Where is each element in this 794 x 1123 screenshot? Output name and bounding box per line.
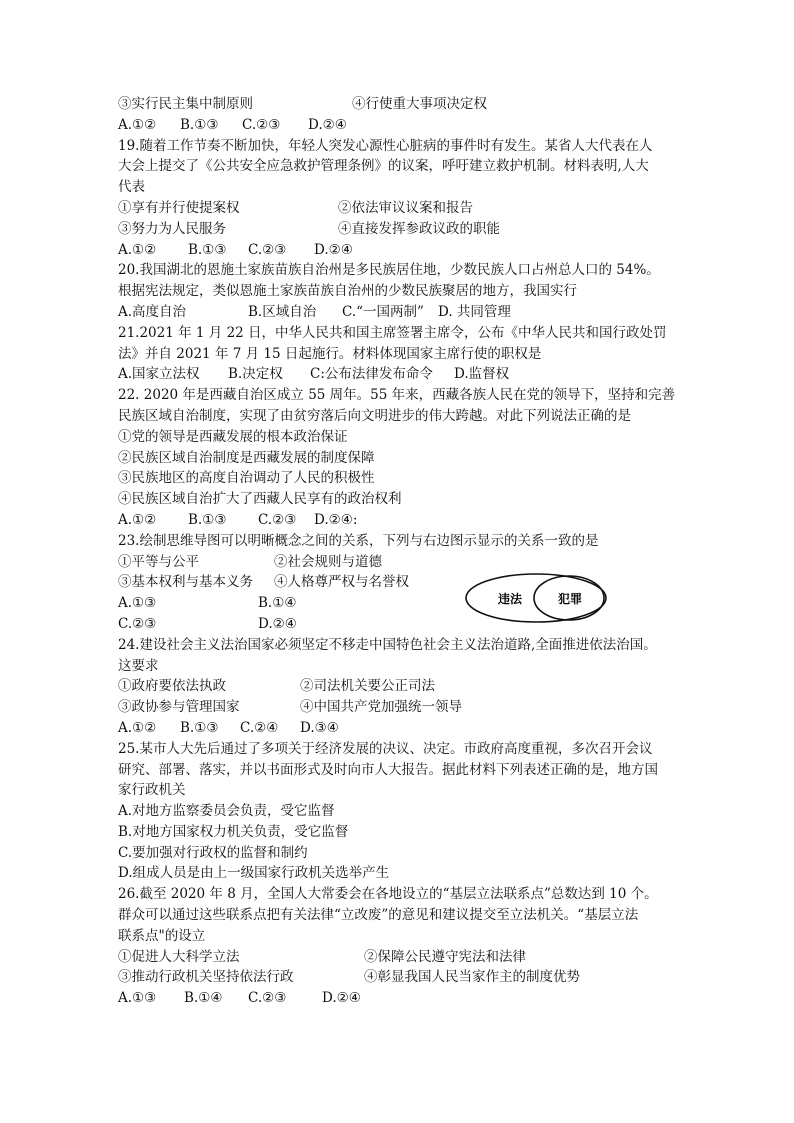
- question-stem: 群众可以通过这些联系点把有关法律“立改废”的意见和建议提交至立法机关。“基层立法: [118, 907, 639, 924]
- options-row: [118, 552, 688, 573]
- question-stem: 这要求: [118, 657, 159, 674]
- outer-label: 违法: [497, 592, 523, 606]
- answer-row: [118, 510, 688, 531]
- answer-a: A.国家立法权: [118, 366, 200, 383]
- outer-ellipse: [466, 574, 606, 622]
- question-stem: 代表: [118, 179, 145, 196]
- answer-d: D.②④: [258, 615, 297, 632]
- question-stem: 研究、部署、落实，并以书面形式及时向市人大报告。据此材料下列表述正确的是，地方国: [118, 761, 658, 778]
- option-1: ①享有并行使提案权: [118, 199, 240, 216]
- option-2: ②司法机关要公正司法: [300, 678, 435, 695]
- answer-a: A.①③: [118, 990, 157, 1007]
- answer-b: B.①④: [258, 595, 297, 612]
- options-row: [118, 676, 688, 697]
- option-3: ③政协参与管理国家: [118, 699, 240, 716]
- option-4: ④中国共产党加强统一领导: [300, 699, 462, 716]
- answer-c: C.②④: [240, 719, 279, 736]
- venn-diagram: [464, 572, 608, 624]
- answer-a: A.①②: [118, 511, 157, 528]
- answer-row: [118, 302, 688, 323]
- question-stem: 根据宪法规定，类似恩施土家族苗族自治州的少数民族聚居的地方，我国实行: [118, 283, 577, 300]
- answer-b: B.决定权: [228, 366, 283, 383]
- option-2: ②保障公民遵守宪法和法律: [364, 948, 526, 965]
- option-4: ④人格尊严权与名誉权: [274, 574, 409, 591]
- question-stem: 21.2021 年 1 月 22 日，中华人民共和国主席签署主席令，公布《中华人民共和国行政处罚: [118, 324, 667, 341]
- options-row: [118, 198, 688, 219]
- option-3: ③实行民主集中制原则: [118, 96, 253, 112]
- answer-row: [118, 240, 688, 261]
- answer-row: [118, 988, 688, 1009]
- answer-c: C.“一国两制”: [342, 303, 424, 320]
- question-stem: 26.截至 2020 年 8 月，全国人大常委会在各地设立的“基层立法联系点”总数达到 10 个。: [118, 886, 658, 903]
- answer-c: C.②③: [242, 116, 281, 133]
- choice-c: C.要加强对行政权的监督和制约: [118, 844, 308, 861]
- option-1: ①政府要依法执政: [118, 678, 226, 695]
- question-stem: 24.建设社会主义法治国家必须坚定不移走中国特色社会主义法治道路,全面推进依法治国。: [118, 636, 657, 653]
- question-stem: 民族区域自治制度，实现了由贫穷落后向文明进步的伟大跨越。对此下列说法正确的是: [118, 407, 631, 424]
- option-3: ③基本权利与基本义务: [118, 574, 253, 591]
- exam-page: [118, 94, 688, 1009]
- question-stem: 大会上提交了《公共安全应急救护管理条例》的议案，呼吁建立救护机制。材料表明,人大: [118, 158, 649, 175]
- options-row: [118, 947, 688, 968]
- answer-b: B.①③: [180, 719, 219, 736]
- options-row: [118, 219, 688, 240]
- answer-b: B.①③: [188, 511, 227, 528]
- answer-c: C.②③: [248, 241, 287, 258]
- question-stem: 22. 2020 年是西藏自治区成立 55 周年。55 年来，西藏各族人民在党的领导下，坚持和完善: [118, 387, 676, 404]
- question-stem: 20.我国湖北的恩施土家族苗族自治州是多民族居住地，少数民族人口占州总人口的 54%。: [118, 262, 660, 279]
- answer-d: D.③④: [300, 719, 339, 736]
- options-row: [118, 697, 688, 718]
- option-4: ④彰显我国人民当家作主的制度优势: [364, 969, 580, 986]
- answer-b: B.区域自治: [248, 303, 317, 320]
- answer-a: A.①②: [118, 116, 157, 133]
- answer-row: [118, 718, 688, 739]
- option-2: ②社会规则与道德: [274, 553, 382, 570]
- options-row: [118, 967, 688, 988]
- answer-a: A.①②: [118, 241, 157, 258]
- answer-b: B.①③: [188, 241, 227, 258]
- question-stem: 联系点"的设立: [118, 927, 206, 944]
- option-2: ②依法审议议案和报告: [338, 199, 473, 216]
- question-stem: 19.随着工作节奏不断加快，年轻人突发心源性心脏病的事件时有发生。某省人大代表在人: [118, 137, 653, 154]
- option-2: ②民族区域自治制度是西藏发展的制度保障: [118, 449, 375, 466]
- answer-d: D.②④: [314, 241, 353, 258]
- option-4: ④行使重大事项决定权: [352, 96, 487, 112]
- question-stem: 家行政机关: [118, 782, 186, 799]
- inner-label: 犯罪: [557, 592, 583, 606]
- answer-a: A.①②: [118, 719, 157, 736]
- answer-b: B.①④: [184, 990, 223, 1007]
- question-stem: 23.绘制思维导图可以明晰概念之间的关系，下列与右边图示显示的关系一致的是: [118, 532, 599, 549]
- options-row: [118, 94, 688, 115]
- option-3: ③民族地区的高度自治调动了人民的积极性: [118, 470, 375, 487]
- answer-c: C.②③: [258, 511, 297, 528]
- option-1: ①党的领导是西藏发展的根本政治保证: [118, 428, 348, 445]
- question-stem: 25.某市人大先后通过了多项关于经济发展的决议、决定。市政府高度重视，多次召开会议: [118, 740, 653, 757]
- answer-d: D.②④:: [314, 511, 358, 528]
- answer-d: D.②④: [308, 116, 347, 133]
- option-1: ①促进人大科学立法: [118, 948, 240, 965]
- answer-c: C:公布法律发布命令: [310, 366, 433, 383]
- answer-a: A.高度自治: [118, 303, 187, 320]
- option-3: ③推动行政机关坚持依法行政: [118, 969, 294, 986]
- answer-row: [118, 364, 688, 385]
- answer-row: [118, 115, 688, 136]
- choice-b: B.对地方国家权力机关负责，受它监督: [118, 823, 349, 840]
- question-stem: 法》并自 2021 年 7 月 15 日起施行。材料体现国家主席行使的职权是: [118, 345, 542, 362]
- answer-c: C.②③: [248, 990, 287, 1007]
- option-3: ③努力为人民服务: [118, 220, 226, 237]
- answer-d: D.监督权: [454, 366, 510, 383]
- choice-a: A.对地方监察委员会负责，受它监督: [118, 803, 335, 820]
- choice-d: D.组成人员是由上一级国家行政机关选举产生: [118, 865, 390, 882]
- option-4: ④直接发挥参政议政的职能: [338, 220, 500, 237]
- answer-a: A.①③: [118, 595, 157, 612]
- answer-d: D.②④: [322, 990, 361, 1007]
- answer-b: B.①③: [180, 116, 219, 133]
- option-1: ①平等与公平: [118, 553, 199, 570]
- option-4: ④民族区域自治扩大了西藏人民享有的政治权利: [118, 491, 402, 508]
- answer-c: C.②③: [118, 615, 157, 632]
- answer-d: D. 共同管理: [438, 303, 511, 320]
